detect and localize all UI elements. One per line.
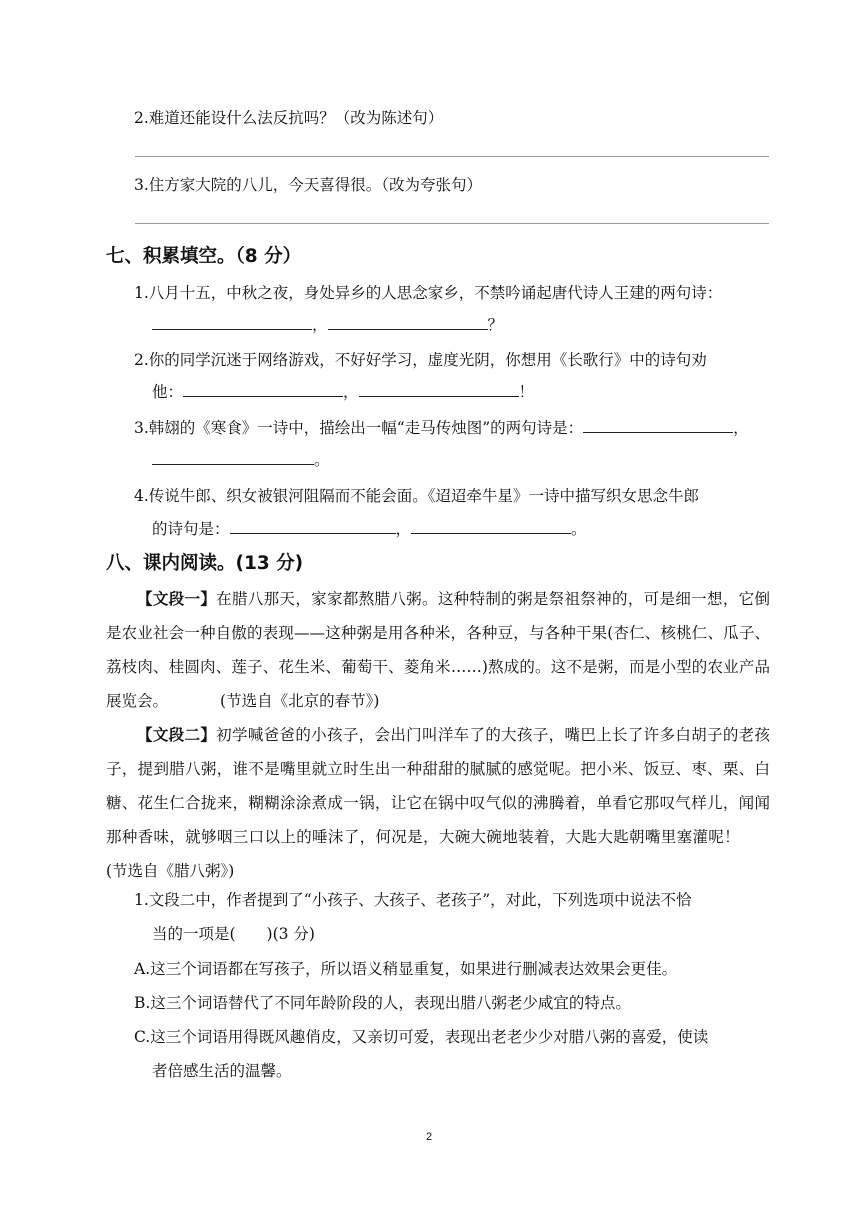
passage-1-source: (节选自《北京的春节》) — [220, 692, 380, 710]
section-7-question-4-answer: 的诗句是： ， 。 — [152, 520, 587, 538]
answer-line — [135, 223, 769, 224]
fill-blank[interactable] — [328, 315, 488, 330]
question-rewrite-3: 3.住方家大院的八儿，今天喜得很。（改为夸张句） — [134, 176, 483, 194]
option-a[interactable]: A.这三个词语都在写孩子，所以语义稍显重复，如果进行删减表达效果会更佳。 — [134, 960, 678, 978]
fill-blank[interactable] — [583, 418, 733, 433]
passage-1-text: 在腊八那天，家家都熬腊八粥。这种特制的粥是祭祖祭神的，可是细一想，它倒是农业社会一种自傲的表现——这种粥是用各种米，各种豆，与各种干果(杏仁、核桃仁、瓜子、荔枝肉、桂圆肉、莲子、花生米、葡萄干、菱角米……)熬成的。这不是粥，而是小型的农业产品展览会。 — [106, 590, 770, 710]
section-7-question-3-answer: 。 — [152, 448, 330, 470]
section-7-question-4: 4.传说牛郎、织女被银河阻隔而不能会面。《迢迢牵牛星》一诗中描写织女思念牛郎 — [134, 487, 700, 505]
section-7-question-2-answer: 他： ， ！ — [152, 383, 535, 401]
option-b[interactable]: B.这三个词语替代了不同年龄阶段的人，表现出腊八粥老少咸宜的特点。 — [134, 994, 631, 1012]
page-number: 2 — [426, 1131, 433, 1143]
fill-blank[interactable] — [230, 519, 396, 534]
section-8-title: 八、课内阅读。(13 分) — [106, 553, 304, 574]
section-8-question-1: 1.文段二中，作者提到了“小孩子、大孩子、老孩子”，对此，下列选项中说法不恰 — [134, 891, 692, 909]
option-c[interactable]: C.这三个词语用得既风趣俏皮，又亲切可爱，表现出老老少少对腊八粥的喜爱，使读 — [134, 1028, 709, 1046]
fill-blank[interactable] — [183, 382, 343, 397]
section-8-question-1-cont: 当的一项是( )(3 分) — [152, 925, 315, 943]
passage-2-text: 初学喊爸爸的小孩子，会出门叫洋车了的大孩子，嘴巴上长了许多白胡子的老孩子，提到腊八粥，谁不是嘴里就立时生出一种甜甜的腻腻的感觉呢。把小米、饭豆、枣、栗、白糖、花生仁合拢来，糊糊涂涂煮成一锅，让它在锅中叹气似的沸腾着，单看它那叹气样儿，闻闻那种香味，就够咽三口以上的唾沫了，何况是，大碗大碗地装着，大匙大匙朝嘴里塞灌呢！ — [106, 726, 770, 846]
answer-line — [135, 156, 769, 157]
section-7-question-2: 2.你的同学沉迷于网络游戏，不好好学习，虚度光阴，你想用《长歌行》中的诗句劝 — [134, 351, 707, 369]
passage-2-source: (节选自《腊八粥》) — [106, 862, 235, 880]
passage-1 — [106, 582, 770, 718]
section-7-title: 七、积累填空。（8 分） — [106, 246, 302, 267]
fill-blank[interactable] — [152, 315, 312, 330]
section-7-question-3: 3.韩翃的《寒食》一诗中，描绘出一幅“走马传烛图”的两句诗是： ， — [134, 419, 749, 437]
section-7-question-1-answer: ， ？ — [152, 313, 503, 335]
section-7-question-1: 1.八月十五，中秋之夜，身处异乡的人思念家乡，不禁吟诵起唐代诗人王建的两句诗： — [134, 284, 723, 302]
fill-blank[interactable] — [152, 450, 314, 465]
option-c-cont: 者倍感生活的温馨。 — [152, 1062, 292, 1080]
passage-1-label: 【文段一】 — [137, 589, 217, 608]
fill-blank[interactable] — [359, 382, 519, 397]
fill-blank[interactable] — [411, 519, 571, 534]
question-rewrite-2: 2.难道还能设什么法反抗吗？（改为陈述句） — [134, 109, 444, 127]
passage-2-label: 【文段二】 — [137, 725, 217, 744]
passage-2 — [106, 718, 770, 888]
